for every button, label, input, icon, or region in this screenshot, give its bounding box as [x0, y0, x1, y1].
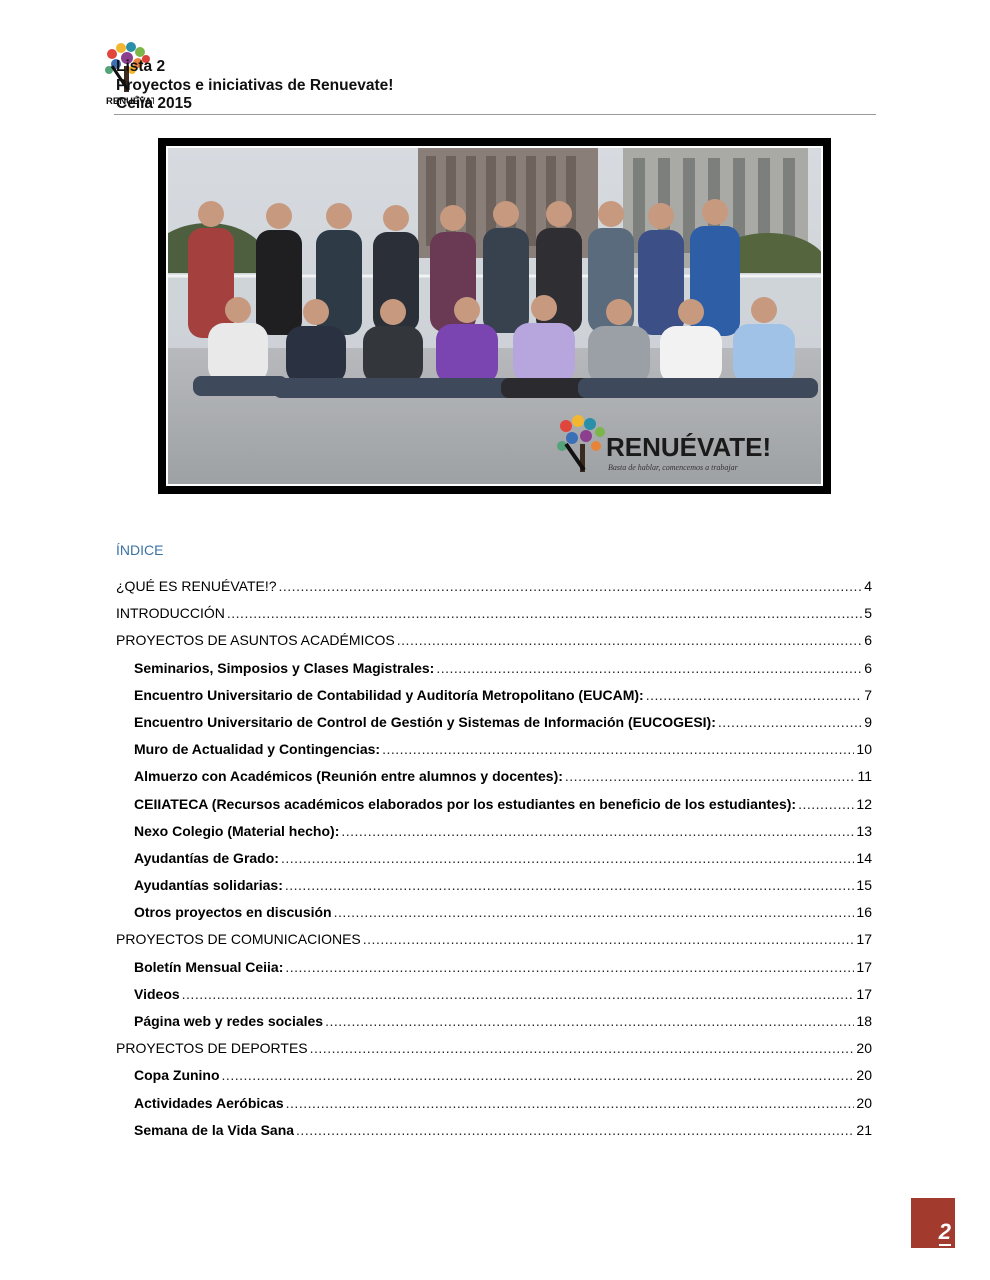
- toc-entry-page: 11: [857, 768, 872, 785]
- toc-entry-label: INTRODUCCIÓN: [116, 605, 225, 622]
- toc-entry-page: 4: [864, 578, 872, 594]
- toc-entry[interactable]: [116, 796, 872, 823]
- toc-entry-label: CEIIATECA (Recursos académicos elaborados por los estudiantes en beneficio de los estudiantes):: [134, 795, 797, 812]
- toc-entry[interactable]: [116, 1040, 872, 1067]
- toc-leader-dots: [222, 1067, 855, 1083]
- toc-leader-dots: [382, 741, 854, 757]
- photo-logo-tagline: Basta de hablar, comencemos a trabajar: [608, 463, 738, 472]
- toc-entry[interactable]: [116, 877, 872, 904]
- toc-entry[interactable]: [116, 1095, 872, 1122]
- toc-entry-label: Encuentro Universitario de Control de Gestión y Sistemas de Información (EUCOGESI):: [134, 713, 716, 730]
- toc-leader-dots: [565, 768, 856, 784]
- toc-entry-page: 18: [856, 1013, 872, 1029]
- header-line-1: Lista 2: [116, 58, 166, 75]
- group-photo: [158, 138, 831, 494]
- toc-entry-page: 14: [856, 849, 872, 866]
- toc-entry-page: 21: [856, 1121, 872, 1138]
- toc-leader-dots: [341, 823, 854, 839]
- page-number: 2: [938, 1219, 951, 1244]
- toc-leader-dots: [182, 986, 855, 1002]
- toc-entry-page: 7: [864, 686, 872, 703]
- page-number-box: [911, 1198, 955, 1248]
- toc-leader-dots: [227, 605, 862, 621]
- toc-entry-page: 13: [856, 822, 872, 839]
- toc-entry-page: 12: [856, 795, 872, 812]
- toc-leader-dots: [285, 877, 855, 893]
- header-divider: [114, 114, 876, 115]
- toc-leader-dots: [646, 687, 862, 703]
- toc-entry[interactable]: [116, 578, 872, 605]
- toc-entry-label: Encuentro Universitario de Contabilidad y Auditoría Metropolitano (EUCAM):: [134, 686, 644, 703]
- toc-entry-page: 17: [856, 958, 872, 975]
- toc-entry-page: 6: [864, 632, 872, 649]
- toc-entry[interactable]: [116, 768, 872, 795]
- toc-entry-page: 20: [856, 1094, 872, 1111]
- toc-leader-dots: [397, 632, 862, 648]
- toc-entry-page: 20: [856, 1040, 872, 1057]
- toc-entry-label: PROYECTOS DE ASUNTOS ACADÉMICOS: [116, 632, 395, 649]
- toc-entry[interactable]: [116, 850, 872, 877]
- logo-text: RENUÉVAT: [106, 96, 154, 107]
- toc-entry-label: Ayudantías de Grado:: [134, 849, 279, 866]
- toc-entry-page: 17: [856, 931, 872, 948]
- header-line-3: Ceiia 2015: [116, 95, 192, 112]
- toc-entry[interactable]: [116, 714, 872, 741]
- toc-entry[interactable]: [116, 632, 872, 659]
- toc-leader-dots: [310, 1040, 855, 1056]
- toc-entry[interactable]: [116, 660, 872, 687]
- toc-leader-dots: [325, 1013, 854, 1029]
- toc-entry-label: Página web y redes sociales: [134, 1013, 324, 1029]
- photo-logo-title: RENUÉVATE!: [606, 432, 772, 462]
- toc-entry-page: 15: [856, 877, 872, 894]
- page-header: [116, 58, 393, 114]
- toc-entry-label: Actividades Aeróbicas: [134, 1094, 284, 1111]
- toc-leader-dots: [798, 796, 854, 812]
- toc-entry[interactable]: [116, 687, 872, 714]
- toc-entry-label: Seminarios, Simposios y Clases Magistrales:: [134, 659, 435, 676]
- toc-entry[interactable]: [116, 986, 872, 1013]
- header-line-2: Proyectos e iniciativas de Renuevate!: [116, 76, 394, 94]
- toc-entry-label: Videos: [134, 985, 180, 1002]
- toc-leader-dots: [718, 714, 862, 730]
- toc-entry-label: ¿QUÉ ES RENUÉVATE!?: [116, 578, 277, 594]
- toc-leader-dots: [285, 959, 854, 975]
- toc-entry-label: Almuerzo con Académicos (Reunión entre alumnos y docentes):: [134, 768, 563, 785]
- toc-entry[interactable]: [116, 1013, 872, 1040]
- toc-entry[interactable]: [116, 1122, 872, 1149]
- toc-heading: ÍNDICE: [116, 542, 164, 558]
- toc-entry-page: 9: [864, 713, 872, 730]
- toc-entry[interactable]: [116, 959, 872, 986]
- toc-leader-dots: [436, 660, 862, 676]
- toc-entry-label: Boletín Mensual Ceiia:: [134, 958, 284, 975]
- toc-leader-dots: [363, 931, 855, 947]
- toc-entry[interactable]: [116, 605, 872, 632]
- toc-entry[interactable]: [116, 904, 872, 931]
- toc-entry[interactable]: [116, 931, 872, 958]
- toc-entry[interactable]: [116, 1067, 872, 1094]
- table-of-contents: [116, 578, 872, 1149]
- toc-leader-dots: [279, 578, 863, 594]
- toc-entry-page: 6: [864, 659, 872, 676]
- toc-entry-page: 16: [856, 904, 872, 921]
- toc-entry-page: 5: [864, 605, 872, 622]
- toc-leader-dots: [334, 904, 855, 920]
- toc-entry-label: Otros proyectos en discusión: [134, 904, 332, 921]
- toc-entry-label: Copa Zunino: [134, 1067, 220, 1084]
- toc-entry-label: Ayudantías solidarias:: [134, 877, 283, 894]
- toc-leader-dots: [286, 1095, 855, 1111]
- toc-entry-label: Muro de Actualidad y Contingencias:: [134, 741, 381, 758]
- toc-entry-label: Semana de la Vida Sana: [134, 1121, 295, 1138]
- toc-leader-dots: [296, 1122, 854, 1138]
- toc-entry-page: 17: [856, 985, 872, 1002]
- toc-entry-label: PROYECTOS DE COMUNICACIONES: [116, 931, 361, 948]
- toc-entry[interactable]: [116, 741, 872, 768]
- toc-entry-page: 20: [856, 1067, 872, 1084]
- toc-entry-label: PROYECTOS DE DEPORTES: [116, 1040, 308, 1057]
- toc-entry-page: 10: [856, 741, 872, 758]
- toc-entry-label: Nexo Colegio (Material hecho):: [134, 822, 340, 839]
- toc-entry[interactable]: [116, 823, 872, 850]
- toc-leader-dots: [281, 850, 854, 866]
